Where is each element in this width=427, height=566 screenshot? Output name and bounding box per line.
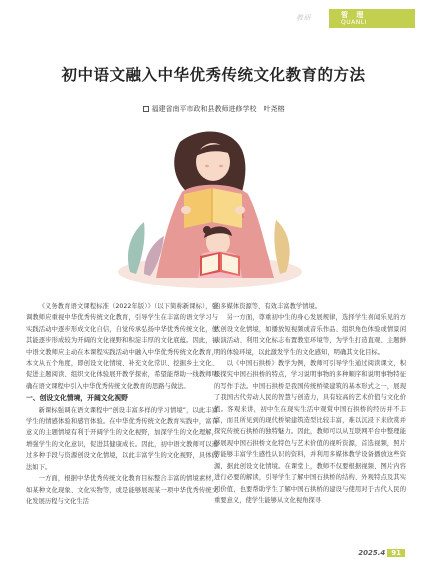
column-label: 教研	[296, 14, 311, 22]
body-column-right	[214, 301, 406, 506]
page-number: 91	[387, 549, 405, 557]
section-label: 管 理	[341, 11, 367, 19]
paragraph: 以《中国石拱桥》教学为例，教师可引导学生通过阅读课文，积极探究中国石拱桥的特点，学习说明事物的多种顺序和说明事物特征的写作手法。中国石拱桥是我国传统桥梁建筑的基本形式之一，展现了我国古代劳动人民的智慧与创造力，具有较高的艺术价值与文化价值。客观来讲，初中生在现实生活中观赏中国石拱桥的经历并不丰富，而且所见到的现代桥梁建筑造型比较丰富，难以沉浸下来欣赏并探究传统石拱桥的独特魅力。因此，教师可以从互联网平台中整理能够展现中国石拱桥文化特色与艺术价值的视听资源，首选视频，照片等能够丰富学生感性认识的资料，并利用多媒体教学设备播放这些资源，据此创设文化情境。在课堂上，教师不仅要根据视频、图片内容进行必要的解读，引导学生了解中国石拱桥的结构、外观特点及其实用价值，也要帮助学生了解中国石拱桥的建设与使用对于古代人民的重要意义，使学生能够从文化视角探寻	[214, 360, 406, 504]
reading-mother-child-illustration	[110, 122, 310, 294]
issue-date: 2025.4	[358, 549, 386, 557]
paragraph: 新课标强调在语文课程中“创设丰富多样的学习情境”，以此丰富学生的情感体验和感官体验。在中华优秀传统文化教育实践中，富有意义的主题情境有利于开阔学生的文化视野，加深学生的文化理解，增强学生的文化意识，促进其健康成长。因此，初中语文教师可以通过多种手段与资源创设文化情境，以此丰富学生的文化视野，具体做法如下。	[26, 406, 218, 471]
section-heading: 一、创设文化情境，开阔文化视野	[26, 394, 128, 403]
page-footer	[358, 549, 405, 557]
paragraph: 《义务教育语文课程标准（2022年版）》（以下简称新课标），强调教师应重视中华优秀传统文化教育，引导学生在丰富的语文学习与实践活动中逐步形成文化自信，自觉传承弘扬中华优秀传统文化，使其能逐步形成较为开阔的文化视野和积淀丰厚的文化底蕴。因此，初中语文教师应主动在本课程实践活动中融入中华优秀传统文化教育，本文从五个角度，即创设文化情境、补充文化常识、挖掘乡土文化、促进主题阅读、组织文化体验展开教学探索，希望能帮助一线教师明确在语文课程中引入中华优秀传统文化教育的思路与做法。	[26, 303, 218, 390]
paragraph: 一方面，根据中华优秀传统文化教育目标整合丰富的情境素材，如某种文化现象、文化实物等，或是能够展现某一项中华优秀传统文化发展历程与文化生活	[26, 475, 218, 505]
article-author	[0, 104, 427, 114]
page-header	[0, 0, 427, 34]
body-column-left	[26, 301, 218, 507]
paragraph: 另一方面，尊重初中生的身心发展规律，选择学生喜闻乐见的方式创设文化情境，如播放短视频或音乐作品、组织角色体验或情景闲表演活动、利用文化标志布置教室环境等，为学生打造直观、主题鲜明的体验环境，以此激发学生的文化感知，明确其文化目标。	[214, 314, 406, 356]
section-pinyin: QUANLI	[341, 19, 367, 26]
section-badge	[329, 9, 415, 28]
paragraph-continued: 的多媒体资源等，有效丰富教学情境。	[214, 303, 322, 310]
article-title: 初中语文融入中华优秀传统文化教育的方法	[61, 65, 366, 84]
author-text: 福建省南平市政和县教师进修学校 叶尧榕	[151, 105, 285, 113]
author-box-icon	[143, 106, 149, 112]
